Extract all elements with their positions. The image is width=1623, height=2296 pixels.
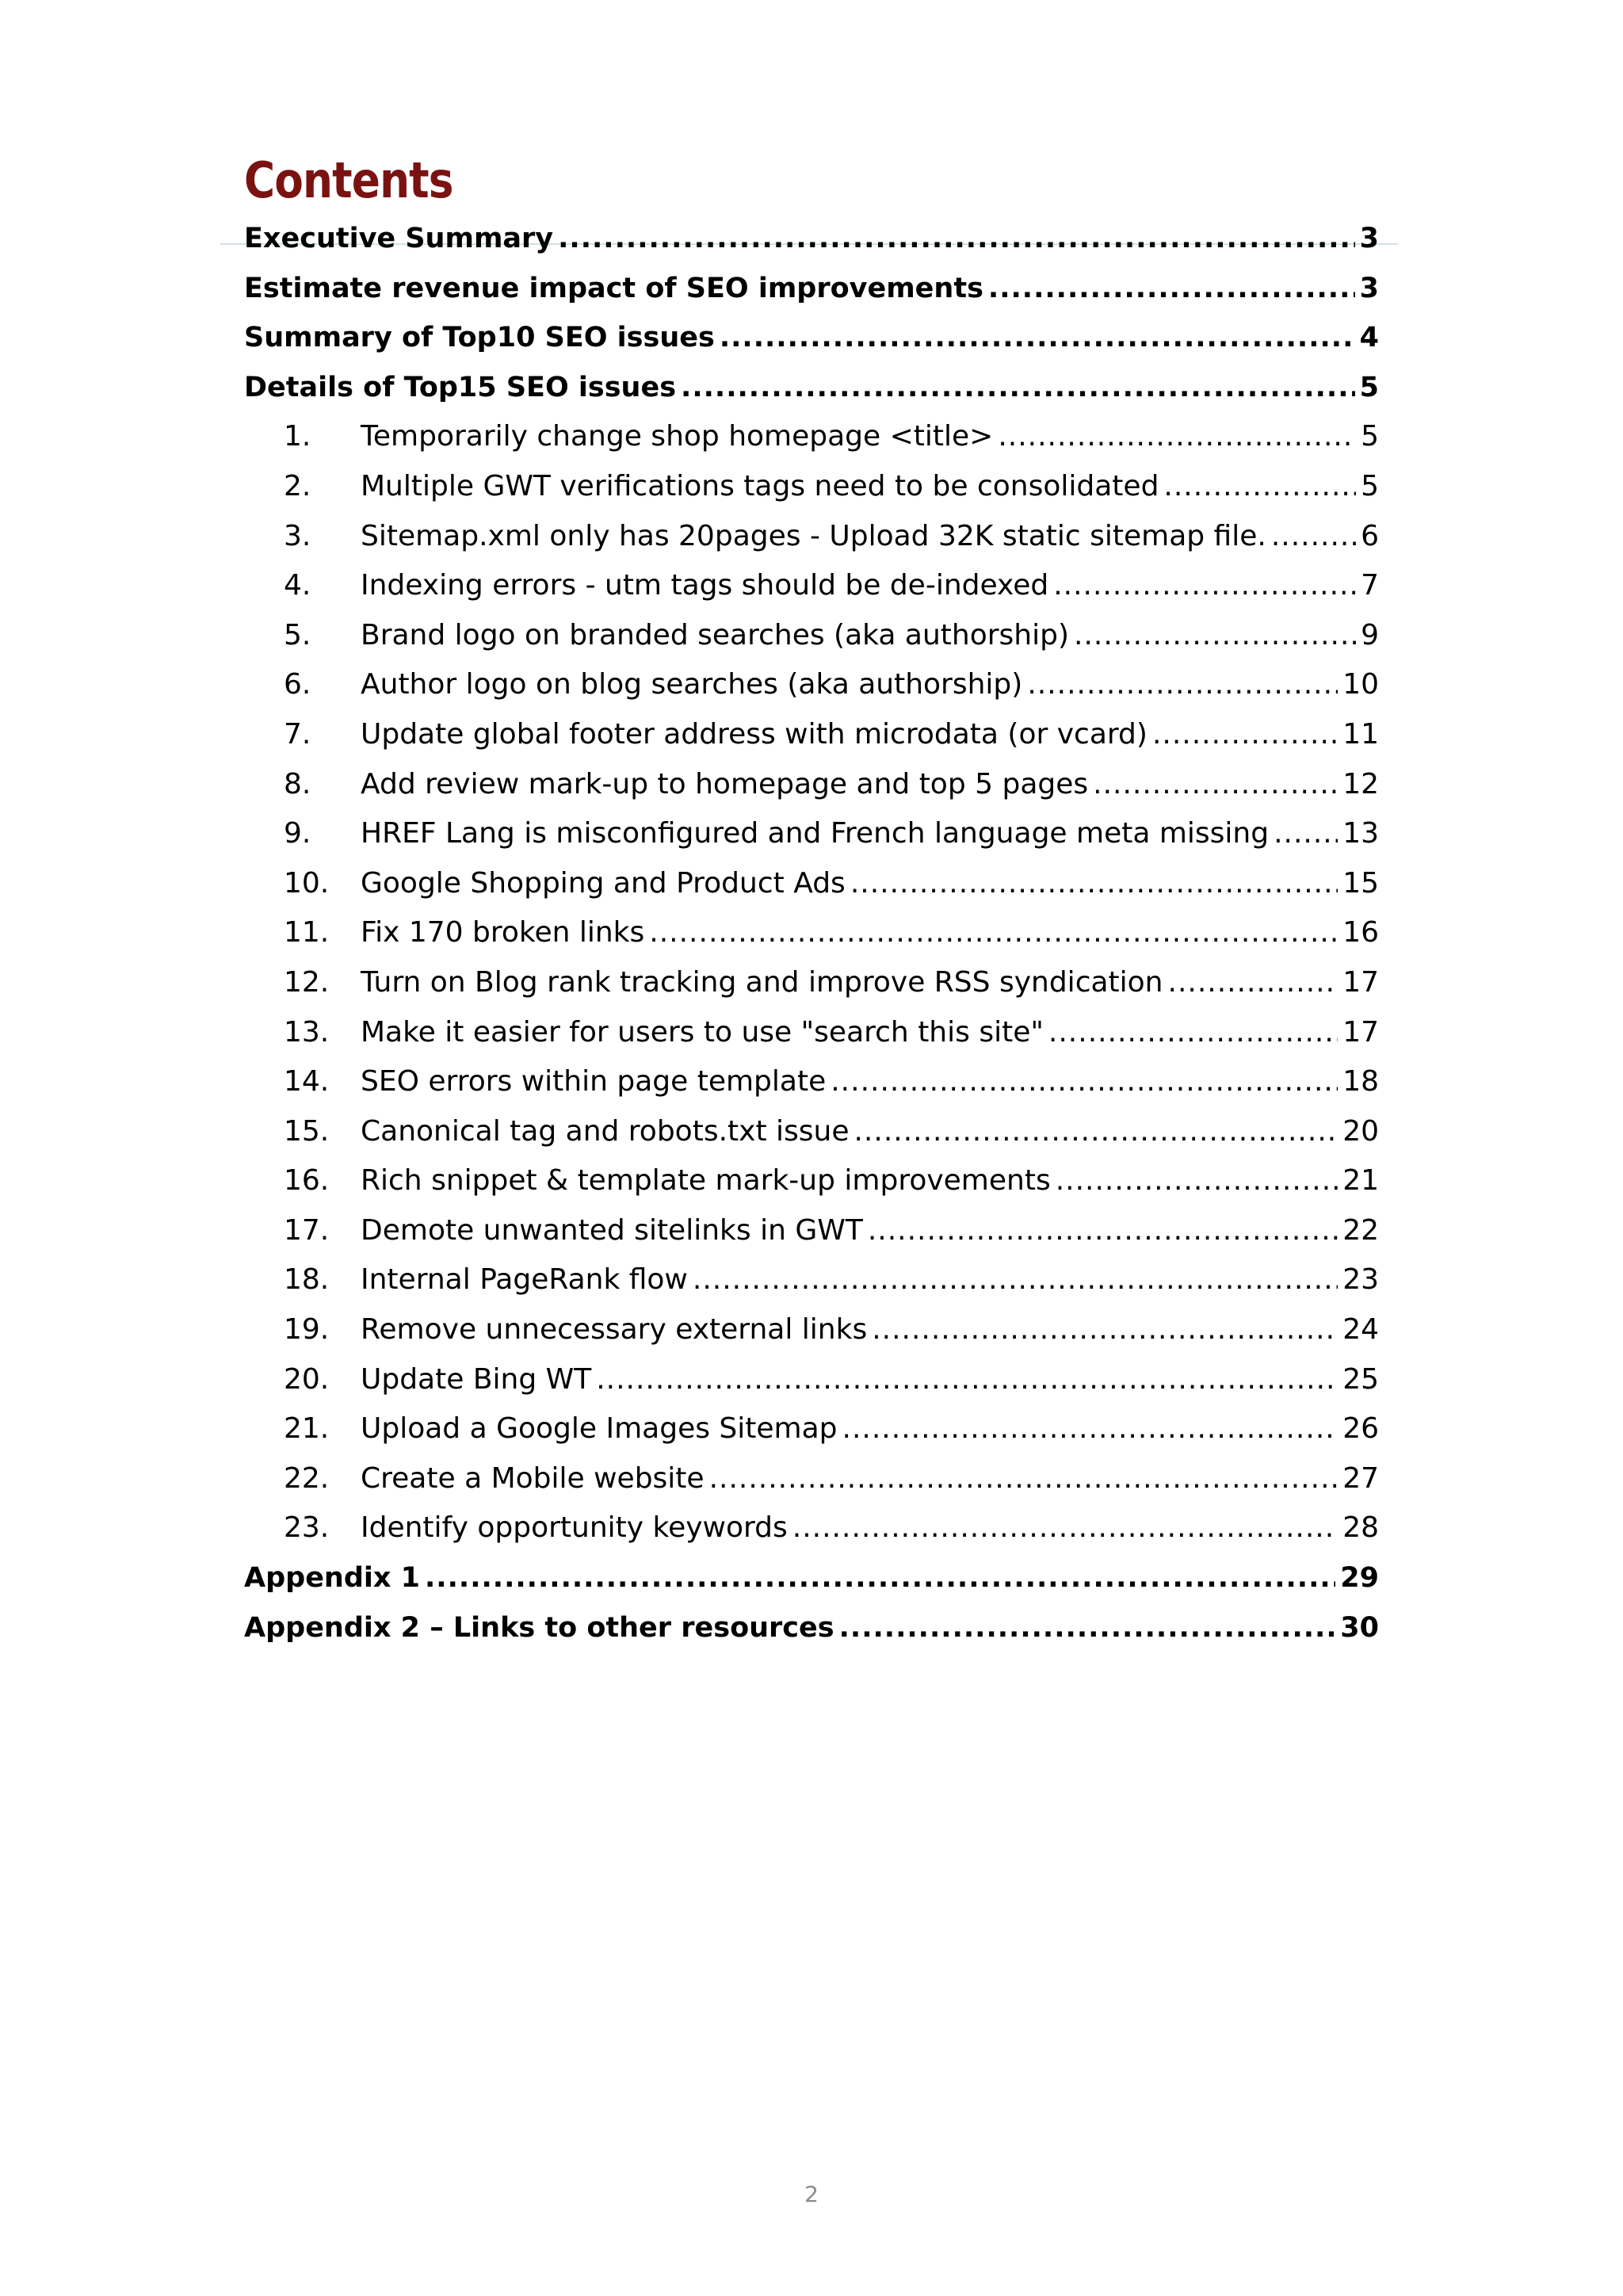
toc-page-number: 7 (1361, 569, 1379, 602)
toc-item-link[interactable] (244, 760, 1379, 810)
toc-page-number: 17 (1342, 1015, 1379, 1049)
toc-item-link[interactable] (244, 1503, 1379, 1553)
toc-entry-title: SEO errors within page template (361, 1065, 827, 1098)
toc-entry-title: Sitemap.xml only has 20pages - Upload 32K static sitemap file. (361, 519, 1266, 552)
toc-item-link[interactable] (244, 561, 1379, 611)
toc-page-number: 30 (1340, 1611, 1379, 1644)
toc-item-number: 5. (284, 618, 311, 651)
toc-item-number: 9. (284, 817, 311, 850)
toc-entry-title: Internal PageRank flow (361, 1263, 688, 1297)
dot-leader (998, 412, 1356, 462)
toc-page-number: 12 (1342, 767, 1379, 800)
toc-entry-title: Appendix 2 – Links to other resources (244, 1611, 834, 1644)
toc-item-number: 13. (284, 1015, 330, 1049)
dot-leader (720, 313, 1355, 363)
toc-entry-title: Update Bing WT (361, 1362, 592, 1396)
toc-page-number: 28 (1342, 1511, 1379, 1545)
toc-entry-title: Appendix 1 (244, 1562, 421, 1595)
dot-leader (693, 1255, 1338, 1305)
dot-leader (1056, 1156, 1338, 1206)
toc-item-number: 7. (284, 717, 311, 751)
dot-leader (425, 1553, 1335, 1603)
toc-page-number: 25 (1342, 1362, 1379, 1396)
dot-leader (596, 1355, 1338, 1405)
toc-page-number: 3 (1359, 223, 1379, 254)
toc-item-link[interactable] (244, 412, 1379, 462)
toc-entry-title: Demote unwanted sitelinks in GWT (361, 1213, 863, 1247)
dot-leader (1168, 958, 1338, 1008)
dot-leader (842, 1404, 1338, 1454)
dot-leader (1163, 462, 1356, 512)
dot-leader (1027, 660, 1338, 710)
toc-item-link[interactable] (244, 1255, 1379, 1305)
toc-page-number: 6 (1361, 519, 1379, 552)
toc-section-link[interactable] (244, 1553, 1379, 1603)
toc-section-link[interactable] (244, 313, 1379, 363)
dot-leader (872, 1305, 1338, 1355)
toc-item-link[interactable] (244, 462, 1379, 512)
dot-leader (850, 859, 1338, 909)
toc-entry-title: Update global footer address with microdata (or vcard) (361, 717, 1148, 751)
toc-entry-title: Turn on Blog rank tracking and improve RSS syndication (361, 965, 1163, 999)
toc-page-number: 24 (1342, 1313, 1379, 1347)
toc-item-link[interactable] (244, 1305, 1379, 1355)
toc-item-link[interactable] (244, 1404, 1379, 1454)
toc-item-number: 12. (284, 965, 330, 999)
toc-item-number: 16. (284, 1164, 330, 1198)
dot-leader (792, 1503, 1338, 1553)
toc-entry-title: Multiple GWT verifications tags need to be consolidated (361, 469, 1159, 502)
dot-leader (558, 214, 1355, 264)
toc-item-number: 19. (284, 1313, 330, 1347)
page-title: Contents (244, 151, 453, 209)
toc-page-number: 23 (1342, 1263, 1379, 1297)
toc-entry-title: Estimate revenue impact of SEO improvements (244, 272, 983, 304)
toc-item-number: 1. (284, 420, 311, 453)
dot-leader (988, 264, 1355, 314)
dot-leader (709, 1454, 1338, 1504)
toc-entry-title: Author logo on blog searches (aka authorship) (361, 668, 1023, 701)
toc-page-number: 5 (1359, 371, 1379, 403)
dot-leader (831, 1057, 1338, 1107)
toc-page-number: 16 (1342, 916, 1379, 949)
toc-entry-title: Details of Top15 SEO issues (244, 371, 677, 403)
toc-item-link[interactable] (244, 908, 1379, 958)
toc-entry-title: Create a Mobile website (361, 1461, 705, 1495)
toc-item-link[interactable] (244, 611, 1379, 661)
toc-entry-title: Identify opportunity keywords (361, 1511, 788, 1545)
toc-entry-title: Executive Summary (244, 223, 554, 254)
dot-leader (868, 1206, 1338, 1256)
toc-section-link[interactable] (244, 264, 1379, 314)
toc-item-link[interactable] (244, 1008, 1379, 1058)
dot-leader (1274, 809, 1338, 859)
toc-entry-title: Summary of Top10 SEO issues (244, 322, 715, 354)
toc-entry-title: Add review mark-up to homepage and top 5 pages (361, 767, 1089, 800)
toc-entry-title: Upload a Google Images Sitemap (361, 1412, 838, 1446)
toc-entry-title: Make it easier for users to use "search this site" (361, 1015, 1044, 1049)
toc-item-number: 17. (284, 1213, 330, 1247)
toc-page-number: 21 (1342, 1164, 1379, 1198)
toc-page-number: 9 (1361, 618, 1379, 651)
toc-item-link[interactable] (244, 809, 1379, 859)
toc-item-link[interactable] (244, 958, 1379, 1008)
toc-page-number: 13 (1342, 817, 1379, 850)
toc-entry-title: Canonical tag and robots.txt issue (361, 1114, 850, 1148)
toc-entry-title: Remove unnecessary external links (361, 1313, 868, 1347)
toc-entry-title: Brand logo on branded searches (aka authorship) (361, 618, 1069, 651)
toc-section-link[interactable] (244, 363, 1379, 413)
toc-page-number: 4 (1359, 322, 1379, 354)
dot-leader (1048, 1008, 1338, 1058)
toc-item-number: 6. (284, 668, 311, 701)
toc-entry-title: Google Shopping and Product Ads (361, 866, 846, 900)
toc-entry-title: Indexing errors - utm tags should be de-indexed (361, 569, 1049, 602)
dot-leader (1152, 710, 1338, 760)
toc-page-number: 5 (1361, 420, 1379, 453)
toc-item-link[interactable] (244, 1454, 1379, 1504)
toc-item-number: 21. (284, 1412, 330, 1446)
toc-item-link[interactable] (244, 1355, 1379, 1405)
toc-entry-title: Fix 170 broken links (361, 916, 645, 949)
toc-page-number: 18 (1342, 1065, 1379, 1098)
toc-item-link[interactable] (244, 1057, 1379, 1107)
toc-item-number: 15. (284, 1114, 330, 1148)
toc-section-link[interactable] (244, 214, 1379, 264)
toc-page-number: 3 (1359, 272, 1379, 304)
dot-leader (1093, 760, 1338, 810)
toc-item-number: 18. (284, 1263, 330, 1297)
toc-item-number: 20. (284, 1362, 330, 1396)
toc-item-number: 23. (284, 1511, 330, 1545)
dot-leader (854, 1107, 1338, 1157)
toc-item-number: 3. (284, 519, 311, 552)
dot-leader (1271, 512, 1356, 562)
toc-item-link[interactable] (244, 710, 1379, 760)
page-number: 2 (804, 2181, 819, 2207)
toc-page-number: 27 (1342, 1461, 1379, 1495)
toc-item-number: 11. (284, 916, 330, 949)
toc-page-number: 11 (1342, 717, 1379, 751)
toc-entry-title: Temporarily change shop homepage <title> (361, 420, 994, 453)
toc-item-number: 8. (284, 767, 311, 800)
toc-item-number: 4. (284, 569, 311, 602)
toc-item-number: 10. (284, 866, 330, 900)
toc-page-number: 5 (1361, 469, 1379, 502)
toc-item-number: 22. (284, 1461, 330, 1495)
toc-item-link[interactable] (244, 1156, 1379, 1206)
toc-page-number: 17 (1342, 965, 1379, 999)
toc-item-link[interactable] (244, 660, 1379, 710)
table-of-contents (244, 214, 1379, 1652)
toc-item-link[interactable] (244, 1206, 1379, 1256)
toc-item-link[interactable] (244, 512, 1379, 562)
toc-item-number: 2. (284, 469, 311, 502)
toc-item-number: 14. (284, 1065, 330, 1098)
toc-section-link[interactable] (244, 1603, 1379, 1653)
toc-item-link[interactable] (244, 1107, 1379, 1157)
dot-leader (1053, 561, 1356, 611)
toc-entry-title: Rich snippet & template mark-up improvements (361, 1164, 1051, 1198)
dot-leader (681, 363, 1355, 413)
toc-page-number: 26 (1342, 1412, 1379, 1446)
toc-entry-title: HREF Lang is misconfigured and French language meta missing (361, 817, 1270, 850)
toc-page-number: 20 (1342, 1114, 1379, 1148)
toc-item-link[interactable] (244, 859, 1379, 909)
toc-page-number: 15 (1342, 866, 1379, 900)
dot-leader (649, 908, 1338, 958)
dot-leader (839, 1603, 1336, 1653)
toc-page-number: 22 (1342, 1213, 1379, 1247)
toc-page-number: 29 (1340, 1562, 1379, 1595)
dot-leader (1074, 611, 1356, 661)
toc-page-number: 10 (1342, 668, 1379, 701)
